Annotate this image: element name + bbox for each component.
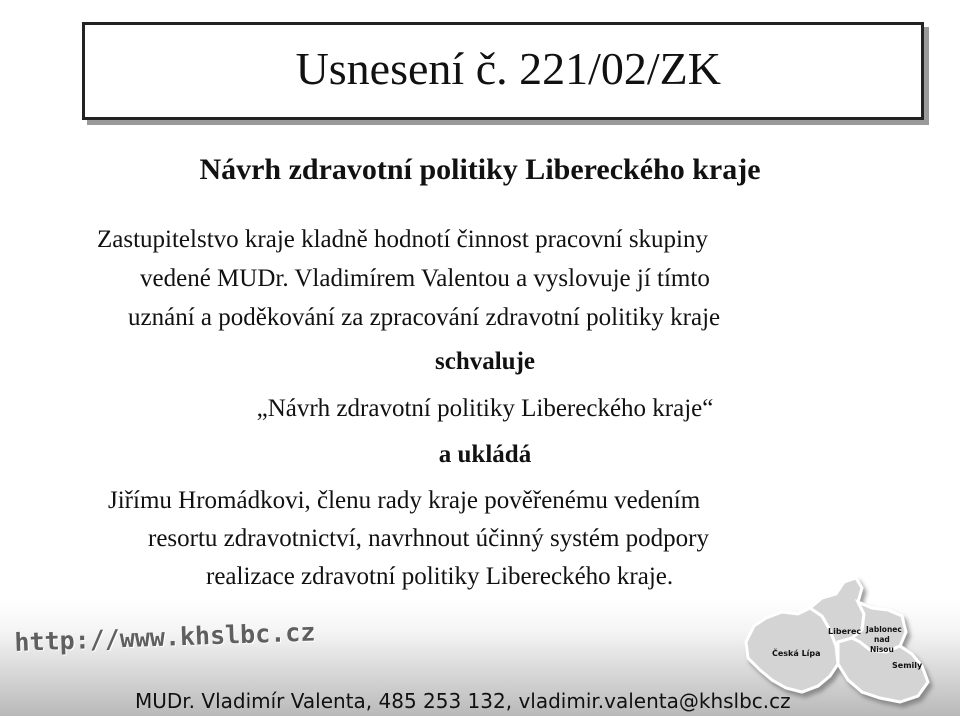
body-line-4: Jiřímu Hromádkovi, členu rady kraje pověřenému vedením [108,487,701,514]
approves-verb: schvaluje [435,348,535,375]
approved-document: „Návrh zdravotní politiky Libereckého kraje“ [256,395,714,422]
map-label-jablonec-1: Jablonec [866,625,902,634]
map-label-ceska-lipa: Česká Lípa [772,649,821,658]
map-label-jablonec-2: nad [874,635,890,644]
resolution-heading: Návrh zdravotní politiky Libereckého kraje [199,153,761,186]
map-label-liberec: Liberec [828,627,862,636]
website-link[interactable]: http://www.khslbc.cz [14,617,316,657]
assigns-verb: a ukládá [438,441,532,468]
body-line-1: Zastupitelstvo kraje kladně hodnotí činnost pracovní skupiny [97,226,708,253]
page-title: Usnesení č. 221/02/ZK [295,43,721,94]
map-label-semily: Semily [892,661,923,670]
body-line-6: realizace zdravotní politiky Libereckého kraje. [206,563,674,590]
map-label-jablonec-3: Nisou [870,645,894,654]
body-line-2: vedené MUDr. Vladimírem Valentou a vyslovuje jí tímto [140,265,710,292]
footer-contact: MUDr. Vladimír Valenta, 485 253 132, vladimir.valenta@khslbc.cz [135,689,791,713]
body-line-3: uznání a poděkování za zpracování zdravotní politiky kraje [128,304,721,331]
title-box [82,22,924,120]
body-line-5: resortu zdravotnictví, navrhnout účinný systém podpory [148,525,709,552]
